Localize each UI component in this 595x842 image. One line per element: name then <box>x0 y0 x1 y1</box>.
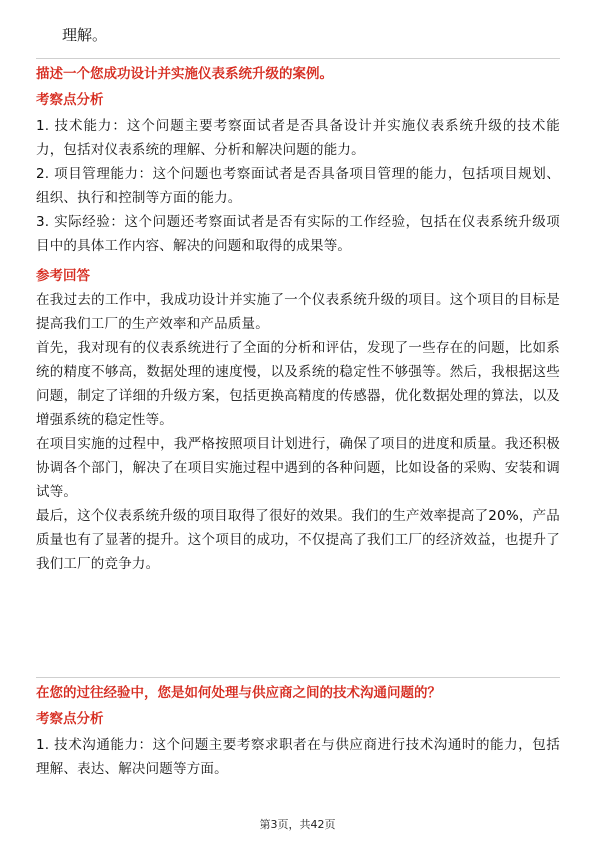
divider <box>36 677 560 678</box>
analysis-heading: 考察点分析 <box>36 711 104 727</box>
analysis-point-3: 3. 实际经验：这个问题还考察面试者是否有实际的工作经验，包括在仪表系统升级项目中的具体工作内容、解决的问题和取得的成果等。 <box>36 214 560 254</box>
question-title: 在您的过往经验中，您是如何处理与供应商之间的技术沟通问题的？ <box>36 685 441 701</box>
question-section-2 <box>36 683 560 781</box>
answer-paragraph-3: 在项目实施的过程中，我严格按照项目计划进行，确保了项目的进度和质量。我还积极协调各个部门，解决了在项目实施过程中遇到的各种问题，比如设备的采购、安装和调试等。 <box>36 436 560 500</box>
divider <box>36 58 560 59</box>
analysis-point-1: 1. 技术沟通能力：这个问题主要考察求职者在与供应商进行技术沟通时的能力，包括理解、表达、解决问题等方面。 <box>36 737 560 777</box>
analysis-point-2: 2. 项目管理能力：这个问题也考察面试者是否具备项目管理的能力，包括项目规划、组织、执行和控制等方面的能力。 <box>36 166 560 206</box>
answer-paragraph-4: 最后，这个仪表系统升级的项目取得了很好的效果。我们的生产效率提高了20%，产品质量也有了显著的提升。这个项目的成功，不仅提高了我们工厂的经济效益，也提升了我们工厂的竞争力。 <box>36 508 560 572</box>
answer-paragraph-2: 首先，我对现有的仪表系统进行了全面的分析和评估，发现了一些存在的问题，比如系统的精度不够高，数据处理的速度慢，以及系统的稳定性不够强等。然后，我根据这些问题，制定了详细的升级方案，包括更换高精度的传感器，优化数据处理的算法，以及增强系统的稳定性等。 <box>36 340 560 428</box>
intro-tail-text: 理解。 <box>62 26 108 44</box>
question-title: 描述一个您成功设计并实施仪表系统升级的案例。 <box>36 66 333 82</box>
answer-paragraph-1: 在我过去的工作中，我成功设计并实施了一个仪表系统升级的项目。这个项目的目标是提高我们工厂的生产效率和产品质量。 <box>36 292 560 332</box>
answer-heading: 参考回答 <box>36 268 90 284</box>
analysis-point-1: 1. 技术能力：这个问题主要考察面试者是否具备设计并实施仪表系统升级的技术能力，包括对仪表系统的理解、分析和解决问题的能力。 <box>36 118 560 158</box>
question-section-1 <box>36 64 560 576</box>
page-number: 第3页，共42页 <box>259 818 336 831</box>
analysis-heading: 考察点分析 <box>36 92 104 108</box>
